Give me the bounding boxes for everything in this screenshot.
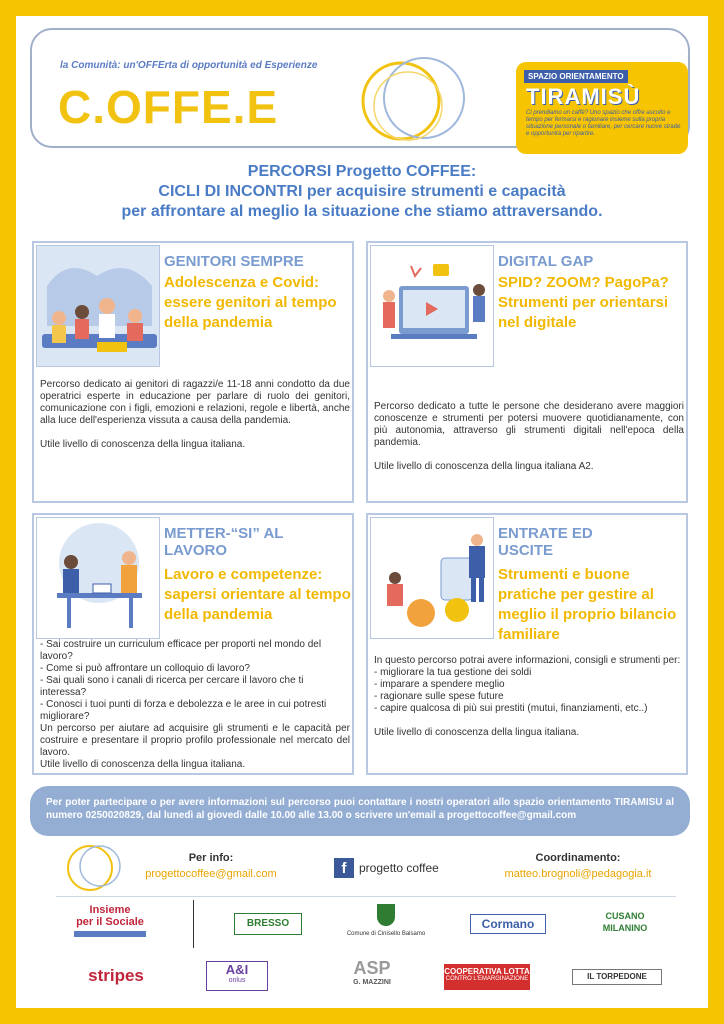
info-block [126,852,296,880]
list-item: - capire qualcosa di più sui prestiti (mutui, finanziamenti, etc..) [374,703,648,714]
card-title: GENITORI SEMPRE [164,253,304,270]
asp-logo-subtext: G. MAZZINI [353,979,391,986]
work-illustration [36,517,160,639]
family-illustration [36,245,160,367]
insieme-logo-subtext: per il Sociale [76,916,144,928]
aei-logo-text: A&I [225,962,249,977]
insieme-logo-text: Insieme [89,904,131,916]
footer-circles-logo [64,842,124,894]
card-subtitle: Lavoro e competenze: sapersi orientare al tempo della pandemia [164,566,351,623]
list-item: - Conosci i tuoi punti di forza e debolezza e le aree in cui potresti migliorare? [40,699,327,722]
card-subtitle: Adolescenza e Covid: essere genitori al tempo della pandemia [164,274,337,331]
aei-logo-subtext: onlus [228,977,246,984]
insieme-sociale-logo [64,904,156,948]
aei-logo [206,961,268,991]
poster-sheet [16,16,708,1008]
card-intro: In questo percorso potrai avere informazioni, consigli e strumenti per: [374,655,681,666]
facebook-page-label: progetto coffee [359,861,439,875]
cusano-logo: CUSANO MILANINO [602,911,648,933]
card-entrate-uscite [366,513,688,775]
card-digital-gap [366,241,688,503]
cinisello-crest-icon [377,904,395,926]
tiramisu-description: Ci prendiamo un caffè? Uno spazio che offre ascolto e tempo per fermarsi e ragionare insieme sulla propria situazione personale o familiare, per cercare nuove strade e opportunità per ripartire. [526,110,681,137]
question-list [40,639,350,723]
card-title: DIGITAL GAP [498,253,594,270]
list-item: - Sai quali sono i canali di ricerca per cercare il lavoro che ti interessa? [40,675,304,698]
tagline: la Comunità: un'OFFErta di opportunità ed Esperienze [60,60,318,71]
title-line-1: PERCORSI Progetto COFFEE: [247,163,477,180]
card-lavoro [32,513,354,775]
facebook-block[interactable] [334,858,439,878]
list-item: - imparare a spendere meglio [374,679,505,690]
card-subtitle: SPID? ZOOM? PagoPa? Strumenti per orientarsi nel digitale [498,274,669,331]
coordination-label: Coordinamento: [535,852,621,864]
card-description: Percorso dedicato a tutte le persone che desiderano avere maggiori conoscenze e strumenti per potersi muovere quotidianamente, con più autonomia, attraverso gli strumenti digitali nell'epoca della pandemia. [374,401,684,448]
card-description: Un percorso per aiutare ad acquisire gli strumenti e le capacità per costruire e presentare il proprio profilo professionale nel mercato del lavoro. [40,723,350,758]
contact-banner: Per poter partecipare o per avere informazioni sul percorso puoi contattare i nostri operatori allo spazio orientamento TIRAMISU al numero 0250020829, dal lunedì al giovedì dalle 10.00 alle 13.00 o scrivere un'email a progettocoffee@gmail.com [30,786,690,836]
list-item: - migliorare la tua gestione dei soldi [374,667,532,678]
cinisello-logo-text: Comune di Cinisello Balsamo [346,931,426,937]
spazio-label: SPAZIO ORIENTAMENTO [524,70,628,83]
cooperativa-logo-text: COOPERATIVA LOTTA [444,967,530,976]
card-language-note: Utile livello di conoscenza della lingua italiana. [40,759,246,770]
list-item: - Come si può affrontare un colloquio di lavoro? [40,663,250,674]
list-item: - Sai costruire un curriculum efficace per proporti nel mondo del lavoro? [40,639,322,662]
card-title: ENTRATE ED USCITE [498,525,593,559]
info-email-link[interactable]: progettocoffee@gmail.com [145,868,277,880]
card-body [40,379,350,463]
digital-illustration [370,245,494,367]
tiramisu-title: TIRAMISÙ [526,84,641,109]
asp-logo-text: ASP [353,958,391,978]
title-line-2: CICLI DI INCONTRI per acquisire strumenti e capacità [158,183,566,200]
card-body [40,639,350,771]
card-language-note: Utile livello di conoscenza della lingua italiana. [40,439,246,450]
torpedone-logo: IL TORPEDONE [572,969,662,985]
cormano-logo: Cormano [470,914,546,934]
card-description: Percorso dedicato ai genitori di ragazzi/e 11-18 anni condotto da due operatrici esperte in educazione per parlare di ruolo dei genitori, comunicazione con i figli, emozioni e relazioni, regole e libertà, anche alla luce dell'esperienza vissuta a causa della pandemia. [40,379,350,426]
card-title: METTER-“SI” AL LAVORO [164,525,284,559]
tiramisu-box [516,62,688,154]
cooperativa-logo [444,964,530,990]
main-title [16,162,708,222]
coffee-logo-text: C.OFFE.E [58,81,279,133]
title-line-3: per affrontare al meglio la situazione che stiamo attraversando. [121,203,603,220]
tips-list [374,667,684,715]
bresso-logo: BRESSO [234,913,302,935]
cooperativa-logo-subtext: CONTRO L'EMARGINAZIONE [445,976,529,982]
card-language-note: Utile livello di conoscenza della lingua italiana A2. [374,461,594,472]
cinisello-logo [336,904,436,937]
asp-logo [332,958,412,986]
finance-illustration [370,517,494,639]
list-item: - ragionare sulle spese future [374,691,504,702]
card-body [374,401,684,485]
card-genitori [32,241,354,503]
logo-divider [193,900,194,948]
insieme-logo-bar [74,931,146,937]
card-subtitle: Strumenti e buone pratiche per gestire al meglio il proprio bilancio familiare [498,566,677,643]
footer-divider [56,896,676,897]
coordination-block [478,852,678,880]
card-body [374,655,684,739]
logo-circles-graphic [346,56,496,146]
coordination-email-link[interactable]: matteo.brognoli@pedagogia.it [504,868,652,880]
card-language-note: Utile livello di conoscenza della lingua italiana. [374,727,580,738]
info-label: Per info: [188,852,234,864]
stripes-logo: stripes [88,966,144,985]
facebook-icon: f [334,858,354,878]
